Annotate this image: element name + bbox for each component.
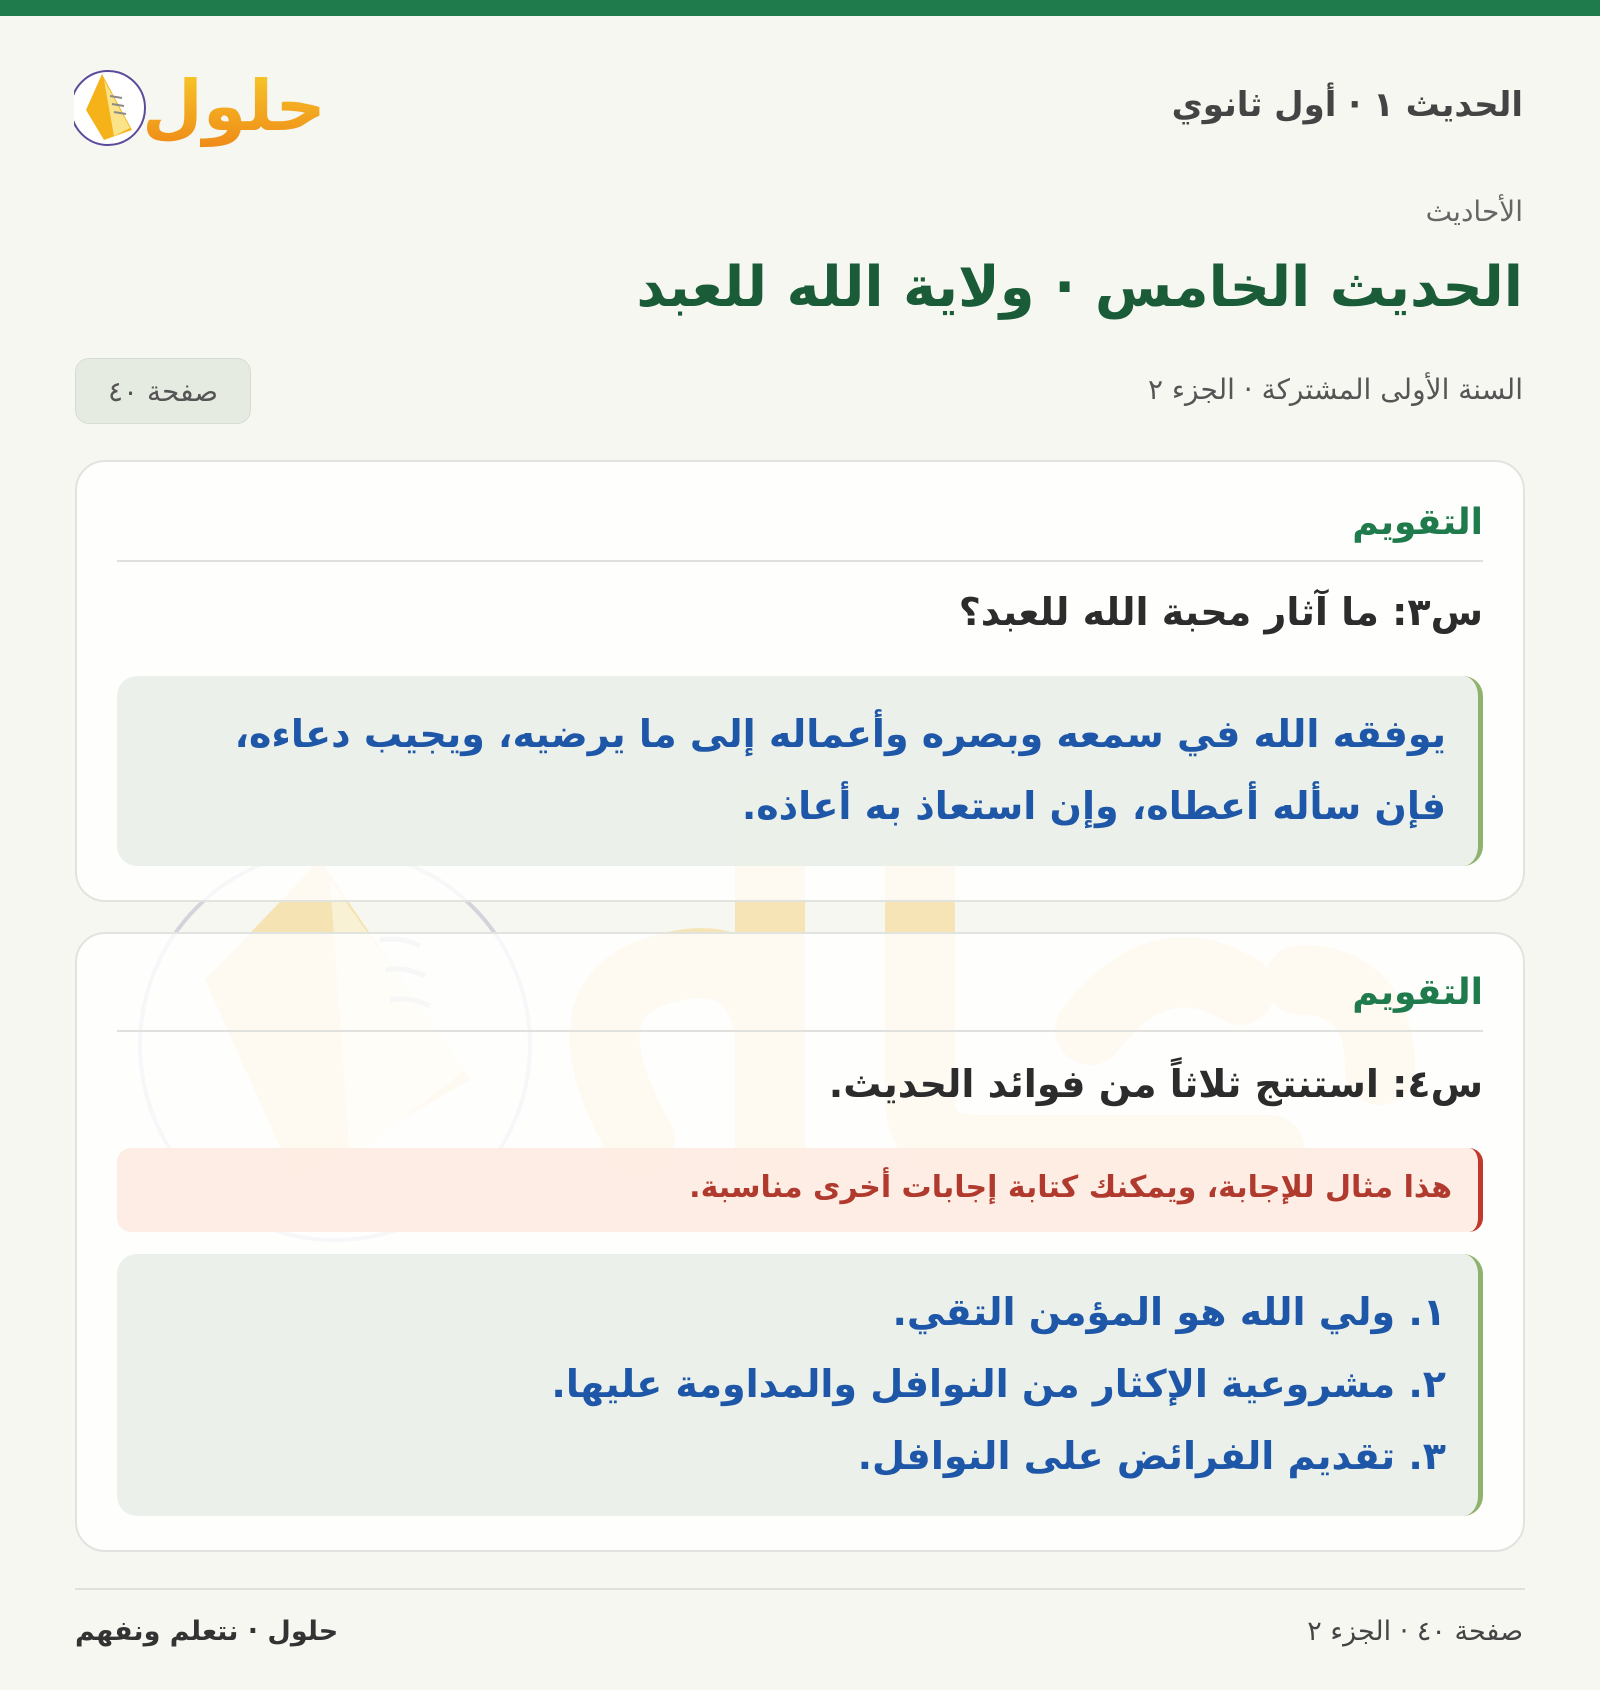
logo-text: حلول bbox=[142, 65, 326, 147]
footer-divider bbox=[75, 1588, 1525, 1590]
note-text: هذا مثال للإجابة، ويمكنك كتابة إجابات أخرى مناسبة. bbox=[689, 1170, 1452, 1205]
section-title: التقويم bbox=[1352, 502, 1483, 543]
answer-box bbox=[117, 1254, 1483, 1516]
site-logo[interactable] bbox=[74, 52, 334, 162]
answer-note-banner bbox=[117, 1148, 1483, 1232]
evaluation-card-q3 bbox=[75, 460, 1525, 902]
question-text: س٣: ما آثار محبة الله للعبد؟ bbox=[958, 590, 1483, 634]
evaluation-card-q4 bbox=[75, 932, 1525, 1552]
top-accent-bar bbox=[0, 0, 1600, 16]
answer-line: فإن سأله أعطاه، وإن استعاذ به أعاذه. bbox=[741, 784, 1446, 828]
answer-line: يوفقه الله في سمعه وبصره وأعماله إلى ما يرضيه، ويجيب دعاءه، bbox=[234, 712, 1446, 756]
footer-tagline: حلول · نتعلم ونفهم bbox=[75, 1616, 339, 1647]
page-title: الحديث الخامس · ولاية الله للعبد bbox=[636, 255, 1523, 320]
page-subtitle: السنة الأولى المشتركة · الجزء ٢ bbox=[1147, 373, 1523, 406]
footer-page-info: صفحة ٤٠ · الجزء ٢ bbox=[1307, 1616, 1523, 1647]
header-title: الحديث ١ · أول ثانوي bbox=[1171, 85, 1523, 125]
answer-item: ٢. مشروعية الإكثار من النوافل والمداومة عليها. bbox=[551, 1362, 1446, 1406]
section-divider bbox=[117, 560, 1483, 562]
answer-box bbox=[117, 676, 1483, 866]
answer-item: ٣. تقديم الفرائض على النوافل. bbox=[857, 1434, 1446, 1478]
breadcrumb[interactable]: الأحاديث bbox=[1425, 195, 1523, 228]
section-divider bbox=[117, 1030, 1483, 1032]
question-text: س٤: استنتج ثلاثاً من فوائد الحديث. bbox=[828, 1062, 1483, 1106]
page-number-badge: صفحة ٤٠ bbox=[75, 358, 251, 424]
answer-item: ١. ولي الله هو المؤمن التقي. bbox=[892, 1290, 1446, 1334]
section-title: التقويم bbox=[1352, 972, 1483, 1013]
